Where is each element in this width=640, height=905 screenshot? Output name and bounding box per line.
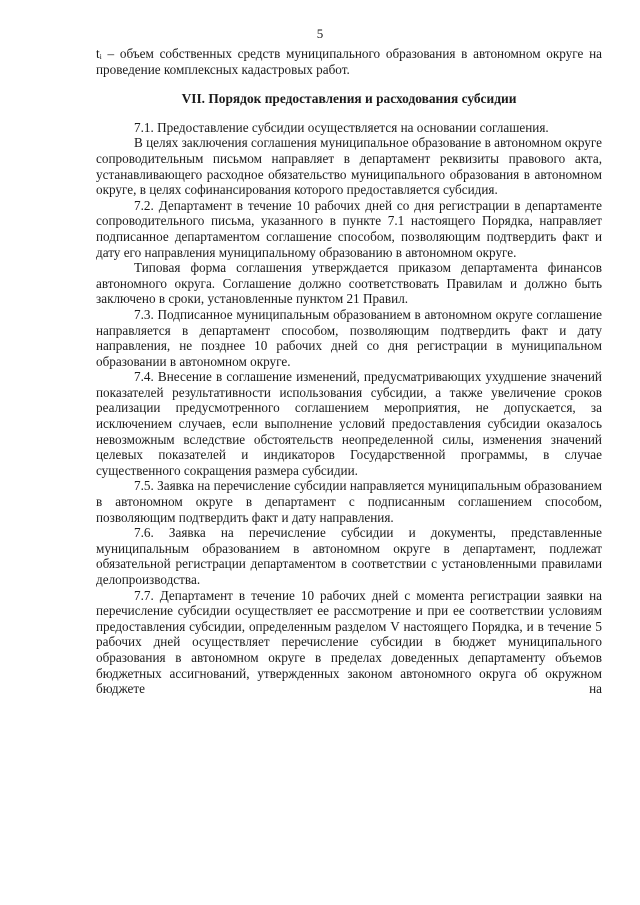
paragraph-7-5: 7.5. Заявка на перечисление субсидии направляется муниципальным образованием в автономном округе в департамент с подписанным соглашением способом, позволяющим подтвердить факт и дату направления.	[96, 478, 602, 525]
paragraph-7-2: 7.2. Департамент в течение 10 рабочих дней со дня регистрации в департаменте сопроводительного письма, указанного в пункте 7.1 настоящего Порядка, направляет подписанное департаментом соглашение способом, позволяющим подтвердить факт и дату его направления муниципальному образованию в автономном округе.	[96, 197, 602, 260]
section-heading: VII. Порядок предоставления и расходования субсидии	[181, 91, 517, 107]
paragraph-7-6: 7.6. Заявка на перечисление субсидии и документы, представленные муниципальным образованием в автономном округе в департамент, подлежат обязательной регистрации департаментом в соответствии с установленными правилами делопроизводства.	[96, 525, 602, 587]
paragraph-7-1: 7.1. Предоставление субсидии осуществляется на основании соглашения.	[134, 119, 549, 135]
paragraph-7-2-template: Типовая форма соглашения утверждается приказом департамента финансов автономного округа. Соглашение должно соответствовать Правилам и должно быть заключено в сроки, установленные пунктом 21 Правил.	[96, 260, 602, 307]
paragraph-7-7: 7.7. Департамент в течение 10 рабочих дней с момента регистрации заявки на перечисление субсидии осуществляет ее рассмотрение и при ее соответствии условиям предоставления субсидии, определенным разделом V настоящего Порядка, и в течение 5 рабочих дней осуществляет перечисление субсидии в бюджет муниципального образования в автономном округе в пределах доведенных департаменту объемов бюджетных ассигнований, утвержденных законом автономного округа об окружном бюджете на	[96, 587, 602, 697]
intro-paragraph: tᵢ – объем собственных средств муниципального образования в автономном округе на проведение комплексных кадастровых работ.	[96, 46, 602, 77]
page-number: 5	[316, 26, 324, 41]
document-body	[96, 46, 602, 697]
paragraph-7-4: 7.4. Внесение в соглашение изменений, предусматривающих ухудшение значений показателей результативности использования субсидии, а также увеличение сроков реализации предусмотренного соглашением мероприятия, не допускается, за исключением случаев, если выполнение условий предоставления субсидии оказалось невозможным вследствие обстоятельств неопределенной силы, изменения значений целевых показателей и индикаторов Государственной программы, в случае существенного сокращения размера субсидии.	[96, 369, 602, 478]
paragraph-7-1-agreement: В целях заключения соглашения муниципальное образование в автономном округе сопроводительным письмом направляет в департамент реквизиты правового акта, устанавливающего расходное обязательство муниципального образования в автономном округе, в целях софинансирования которого предоставляется субсидия.	[96, 135, 602, 198]
paragraph-7-3: 7.3. Подписанное муниципальным образованием в автономном округе соглашение направляется в департамент способом, позволяющим подтвердить факт и дату направления, не позднее 10 рабочих дней со дня регистрации в муниципальном образовании в автономном округе.	[96, 306, 602, 369]
